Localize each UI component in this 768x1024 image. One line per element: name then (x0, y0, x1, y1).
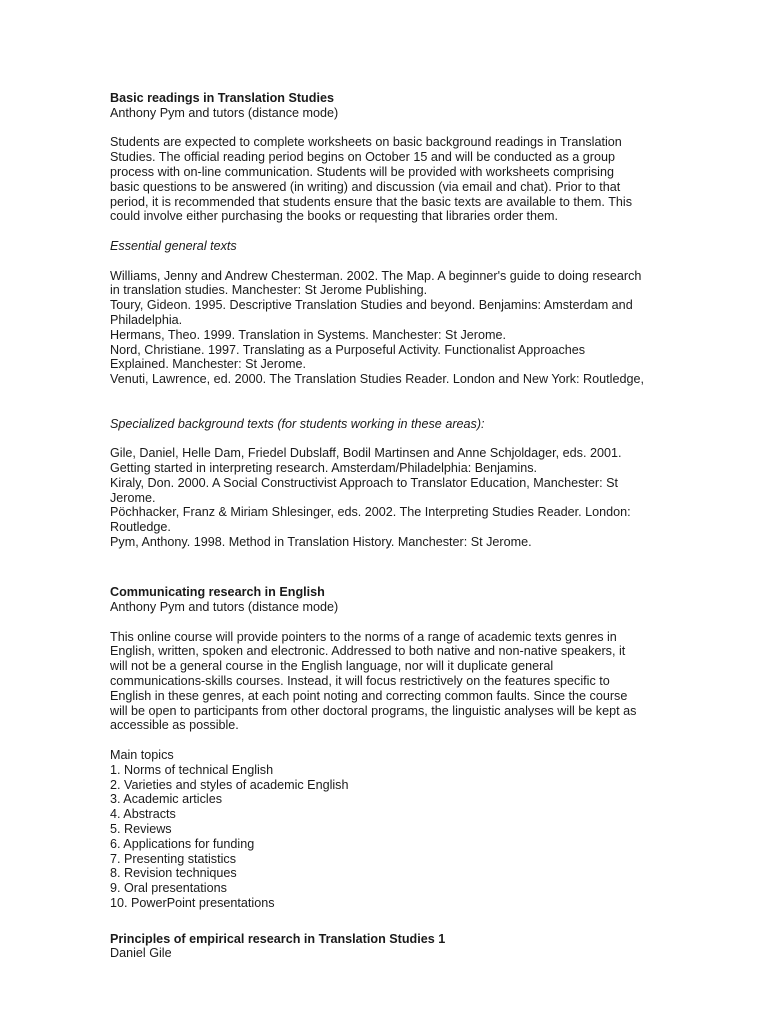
list-item: 5. Reviews (110, 822, 172, 837)
text-line: will not be a general course in the English language, nor will it duplicate general (110, 659, 554, 674)
text-line: This online course will provide pointers to the norms of a range of academic texts genres in (110, 629, 617, 644)
main-topics-heading: Main topics (110, 748, 174, 763)
reference-line: Gile, Daniel, Helle Dam, Friedel Dubslaff, Bodil Martinsen and Anne Schjoldager, eds. 2001. (110, 446, 622, 461)
reference-line: Kiraly, Don. 2000. A Social Constructivist Approach to Translator Education, Manchester: St (110, 475, 618, 490)
list-item: 10. PowerPoint presentations (110, 896, 275, 911)
reference-line: Williams, Jenny and Andrew Chesterman. 2002. The Map. A beginner's guide to doing research (110, 268, 642, 283)
text-line: could involve either purchasing the books or requesting that libraries order them. (110, 209, 559, 224)
text-line: Studies. The official reading period begins on October 15 and will be conducted as a group (110, 150, 616, 165)
section-subtitle: Anthony Pym and tutors (distance mode) (110, 600, 339, 615)
section-communicating-research (110, 585, 670, 911)
reference-line: Getting started in interpreting research. Amsterdam/Philadelphia: Benjamins. (110, 460, 538, 475)
text-line: accessible as possible. (110, 718, 239, 733)
document-page (110, 91, 670, 961)
section-title: Basic readings in Translation Studies (110, 91, 334, 105)
text-line: English in these genres, at each point noting and correcting common faults. Since the course (110, 688, 628, 703)
list-item: 6. Applications for funding (110, 836, 255, 851)
reference-line: Routledge. (110, 520, 171, 535)
reference-line: in translation studies. Manchester: St Jerome Publishing. (110, 283, 428, 298)
section-basic-readings (110, 91, 670, 550)
text-line: process with on-line communication. Students will be provided with worksheets comprising (110, 164, 614, 179)
reference-line: Toury, Gideon. 1995. Descriptive Translation Studies and beyond. Benjamins: Amsterdam and (110, 298, 633, 313)
reference-line: Hermans, Theo. 1999. Translation in Systems. Manchester: St Jerome. (110, 327, 506, 342)
main-topics-list (110, 763, 670, 911)
reference-line: Philadelphia. (110, 312, 183, 327)
section-subtitle: Anthony Pym and tutors (distance mode) (110, 105, 339, 120)
section-title: Principles of empirical research in Translation Studies 1 (110, 931, 446, 946)
section-title: Communicating research in English (110, 585, 325, 600)
reference-line: Jerome. (110, 490, 156, 505)
reference-line: Pöchhacker, Franz & Miriam Shlesinger, eds. 2002. The Interpreting Studies Reader. London: (110, 505, 631, 520)
section-subtitle: Daniel Gile (110, 946, 172, 961)
reference-line: Nord, Christiane. 1997. Translating as a Purposeful Activity. Functionalist Approaches (110, 342, 586, 357)
list-item: 3. Academic articles (110, 792, 222, 807)
list-item: 9. Oral presentations (110, 881, 227, 896)
intro-paragraph (110, 630, 670, 734)
text-line: communications-skills courses. Instead, it will focus restrictively on the features specific to (110, 674, 610, 689)
list-item: 8. Revision techniques (110, 866, 237, 881)
reference-line: Venuti, Lawrence, ed. 2000. The Translation Studies Reader. London and New York: Routledge, (110, 372, 644, 387)
reference-line: Explained. Manchester: St Jerome. (110, 357, 306, 372)
intro-paragraph (110, 135, 670, 224)
text-line: period, it is recommended that students ensure that the basic texts are available to them. This (110, 194, 632, 209)
list-item: 4. Abstracts (110, 807, 176, 822)
text-line: will be open to participants from other doctoral programs, the linguistic analyses will be kept as (110, 703, 637, 718)
reference-line: Pym, Anthony. 1998. Method in Translation History. Manchester: St Jerome. (110, 534, 532, 549)
list-item: 7. Presenting statistics (110, 851, 236, 866)
specialized-texts-heading: Specialized background texts (for students working in these areas): (110, 416, 485, 431)
section-empirical-research (110, 932, 670, 962)
text-line: English, written, spoken and electronic. Addressed to both native and non-native speakers, it (110, 644, 626, 659)
specialized-texts-list (110, 446, 670, 550)
list-item: 1. Norms of technical English (110, 762, 274, 777)
essential-texts-heading: Essential general texts (110, 238, 237, 253)
text-line: Students are expected to complete worksheets on basic background readings in Translation (110, 135, 622, 150)
essential-texts-list (110, 269, 670, 387)
text-line: basic questions to be answered (in writing) and discussion (via email and chat). Prior to that (110, 179, 621, 194)
list-item: 2. Varieties and styles of academic English (110, 777, 349, 792)
